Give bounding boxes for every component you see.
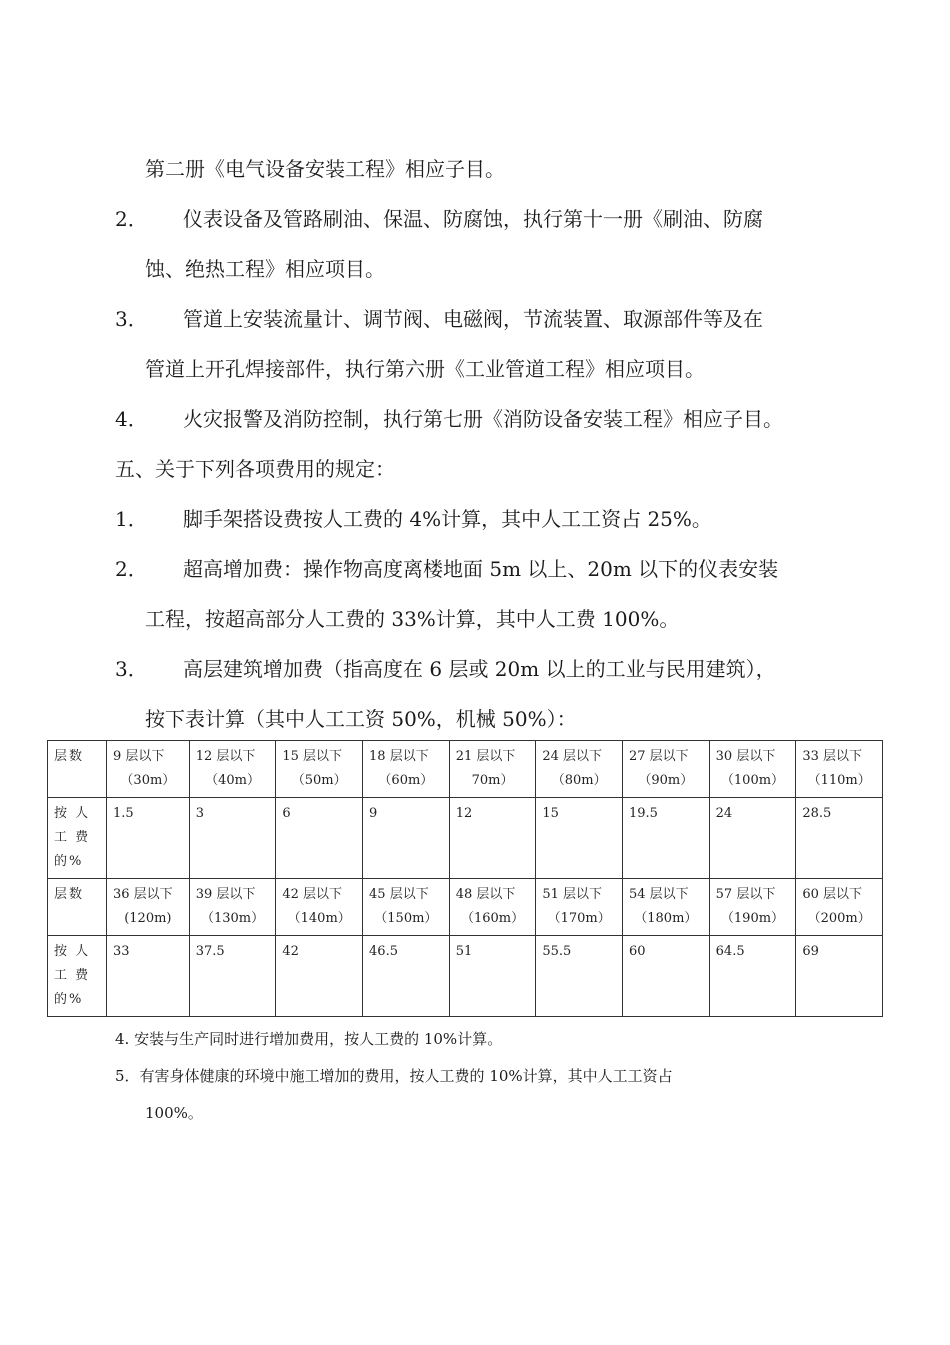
table-cell: 69 (796, 936, 883, 1017)
paragraph-line: 管道上安装流量计、调节阀、电磁阀，节流装置、取源部件等及在 (183, 307, 763, 331)
table-cell: 1.5 (107, 798, 190, 879)
table-cell: 33 层以下 （110m） (796, 741, 883, 798)
table-cell: 55.5 (536, 936, 623, 1017)
table-cell: 54 层以下 （180m） (623, 879, 710, 936)
item-number: 3． (115, 307, 148, 331)
table-cell: 6 (276, 798, 363, 879)
paragraph-line: 火灾报警及消防控制，执行第七册《消防设备安装工程》相应子目。 (183, 407, 783, 431)
table-cell: 28.5 (796, 798, 883, 879)
table-cell: 15 (536, 798, 623, 879)
section-heading: 五、关于下列各项费用的规定： (115, 457, 395, 481)
item-number: 2． (115, 207, 148, 231)
row-label: 按 人 工 费 的% (48, 798, 107, 879)
table-cell: 24 层以下 （80m） (536, 741, 623, 798)
table-cell: 42 层以下 （140m） (276, 879, 363, 936)
table-cell: 42 (276, 936, 363, 1017)
paragraph-line: 4. 安装与生产同时进行增加费用，按人工费的 10%计算。 (115, 1030, 503, 1048)
table-cell: 9 层以下 （30m） (107, 741, 190, 798)
row-label: 层数 (48, 879, 107, 936)
table-cell: 37.5 (189, 936, 276, 1017)
table-cell: 21 层以下 70m） (449, 741, 536, 798)
table-cell: 18 层以下 （60m） (363, 741, 450, 798)
table-cell: 39 层以下 （130m） (189, 879, 276, 936)
table-cell: 51 (449, 936, 536, 1017)
table-cell: 24 (709, 798, 796, 879)
item-number: 4． (115, 407, 148, 431)
item-number: 1． (115, 507, 148, 531)
table-cell: 9 (363, 798, 450, 879)
table-cell: 33 (107, 936, 190, 1017)
table-row (48, 798, 883, 879)
paragraph-line: 5．有害身体健康的环境中施工增加的费用，按人工费的 10%计算，其中人工工资占 (115, 1067, 673, 1085)
paragraph-line: 蚀、绝热工程》相应项目。 (145, 257, 385, 281)
paragraph-line: 管道上开孔焊接部件，执行第六册《工业管道工程》相应项目。 (145, 357, 705, 381)
table-cell: 30 层以下 （100m） (709, 741, 796, 798)
table-cell: 3 (189, 798, 276, 879)
table-cell: 19.5 (623, 798, 710, 879)
paragraph-line: 超高增加费：操作物高度离楼地面 5m 以上、20m 以下的仪表安装 (183, 557, 779, 581)
row-label: 按 人 工 费 的% (48, 936, 107, 1017)
table-row (48, 741, 883, 798)
table-cell: 15 层以下 （50m） (276, 741, 363, 798)
table-cell: 60 层以下 （200m） (796, 879, 883, 936)
table-cell: 64.5 (709, 936, 796, 1017)
paragraph-line: 第二册《电气设备安装工程》相应子目。 (145, 157, 505, 181)
item-number: 3． (115, 657, 148, 681)
table-cell: 36 层以下 (120m) (107, 879, 190, 936)
table-row (48, 879, 883, 936)
table-cell: 57 层以下 （190m） (709, 879, 796, 936)
table-row (48, 936, 883, 1017)
row-label: 层数 (48, 741, 107, 798)
paragraph-line: 仪表设备及管路刷油、保温、防腐蚀，执行第十一册《刷油、防腐 (183, 207, 763, 231)
rate-table (47, 740, 883, 1017)
paragraph-line: 100%。 (145, 1104, 203, 1122)
table-cell: 51 层以下 （170m） (536, 879, 623, 936)
table-cell: 12 层以下 （40m） (189, 741, 276, 798)
item-number: 2． (115, 557, 148, 581)
table-cell: 46.5 (363, 936, 450, 1017)
paragraph-line: 高层建筑增加费（指高度在 6 层或 20m 以上的工业与民用建筑）， (183, 657, 776, 681)
paragraph-line: 工程，按超高部分人工费的 33%计算，其中人工费 100%。 (145, 607, 680, 631)
table-cell: 27 层以下 （90m） (623, 741, 710, 798)
table-cell: 12 (449, 798, 536, 879)
table-cell: 60 (623, 936, 710, 1017)
paragraph-line: 脚手架搭设费按人工费的 4%计算，其中人工工资占 25%。 (183, 507, 712, 531)
table-cell: 48 层以下 （160m） (449, 879, 536, 936)
paragraph-line: 按下表计算（其中人工工资 50%，机械 50%）： (145, 707, 577, 731)
table-cell: 45 层以下 （150m） (363, 879, 450, 936)
